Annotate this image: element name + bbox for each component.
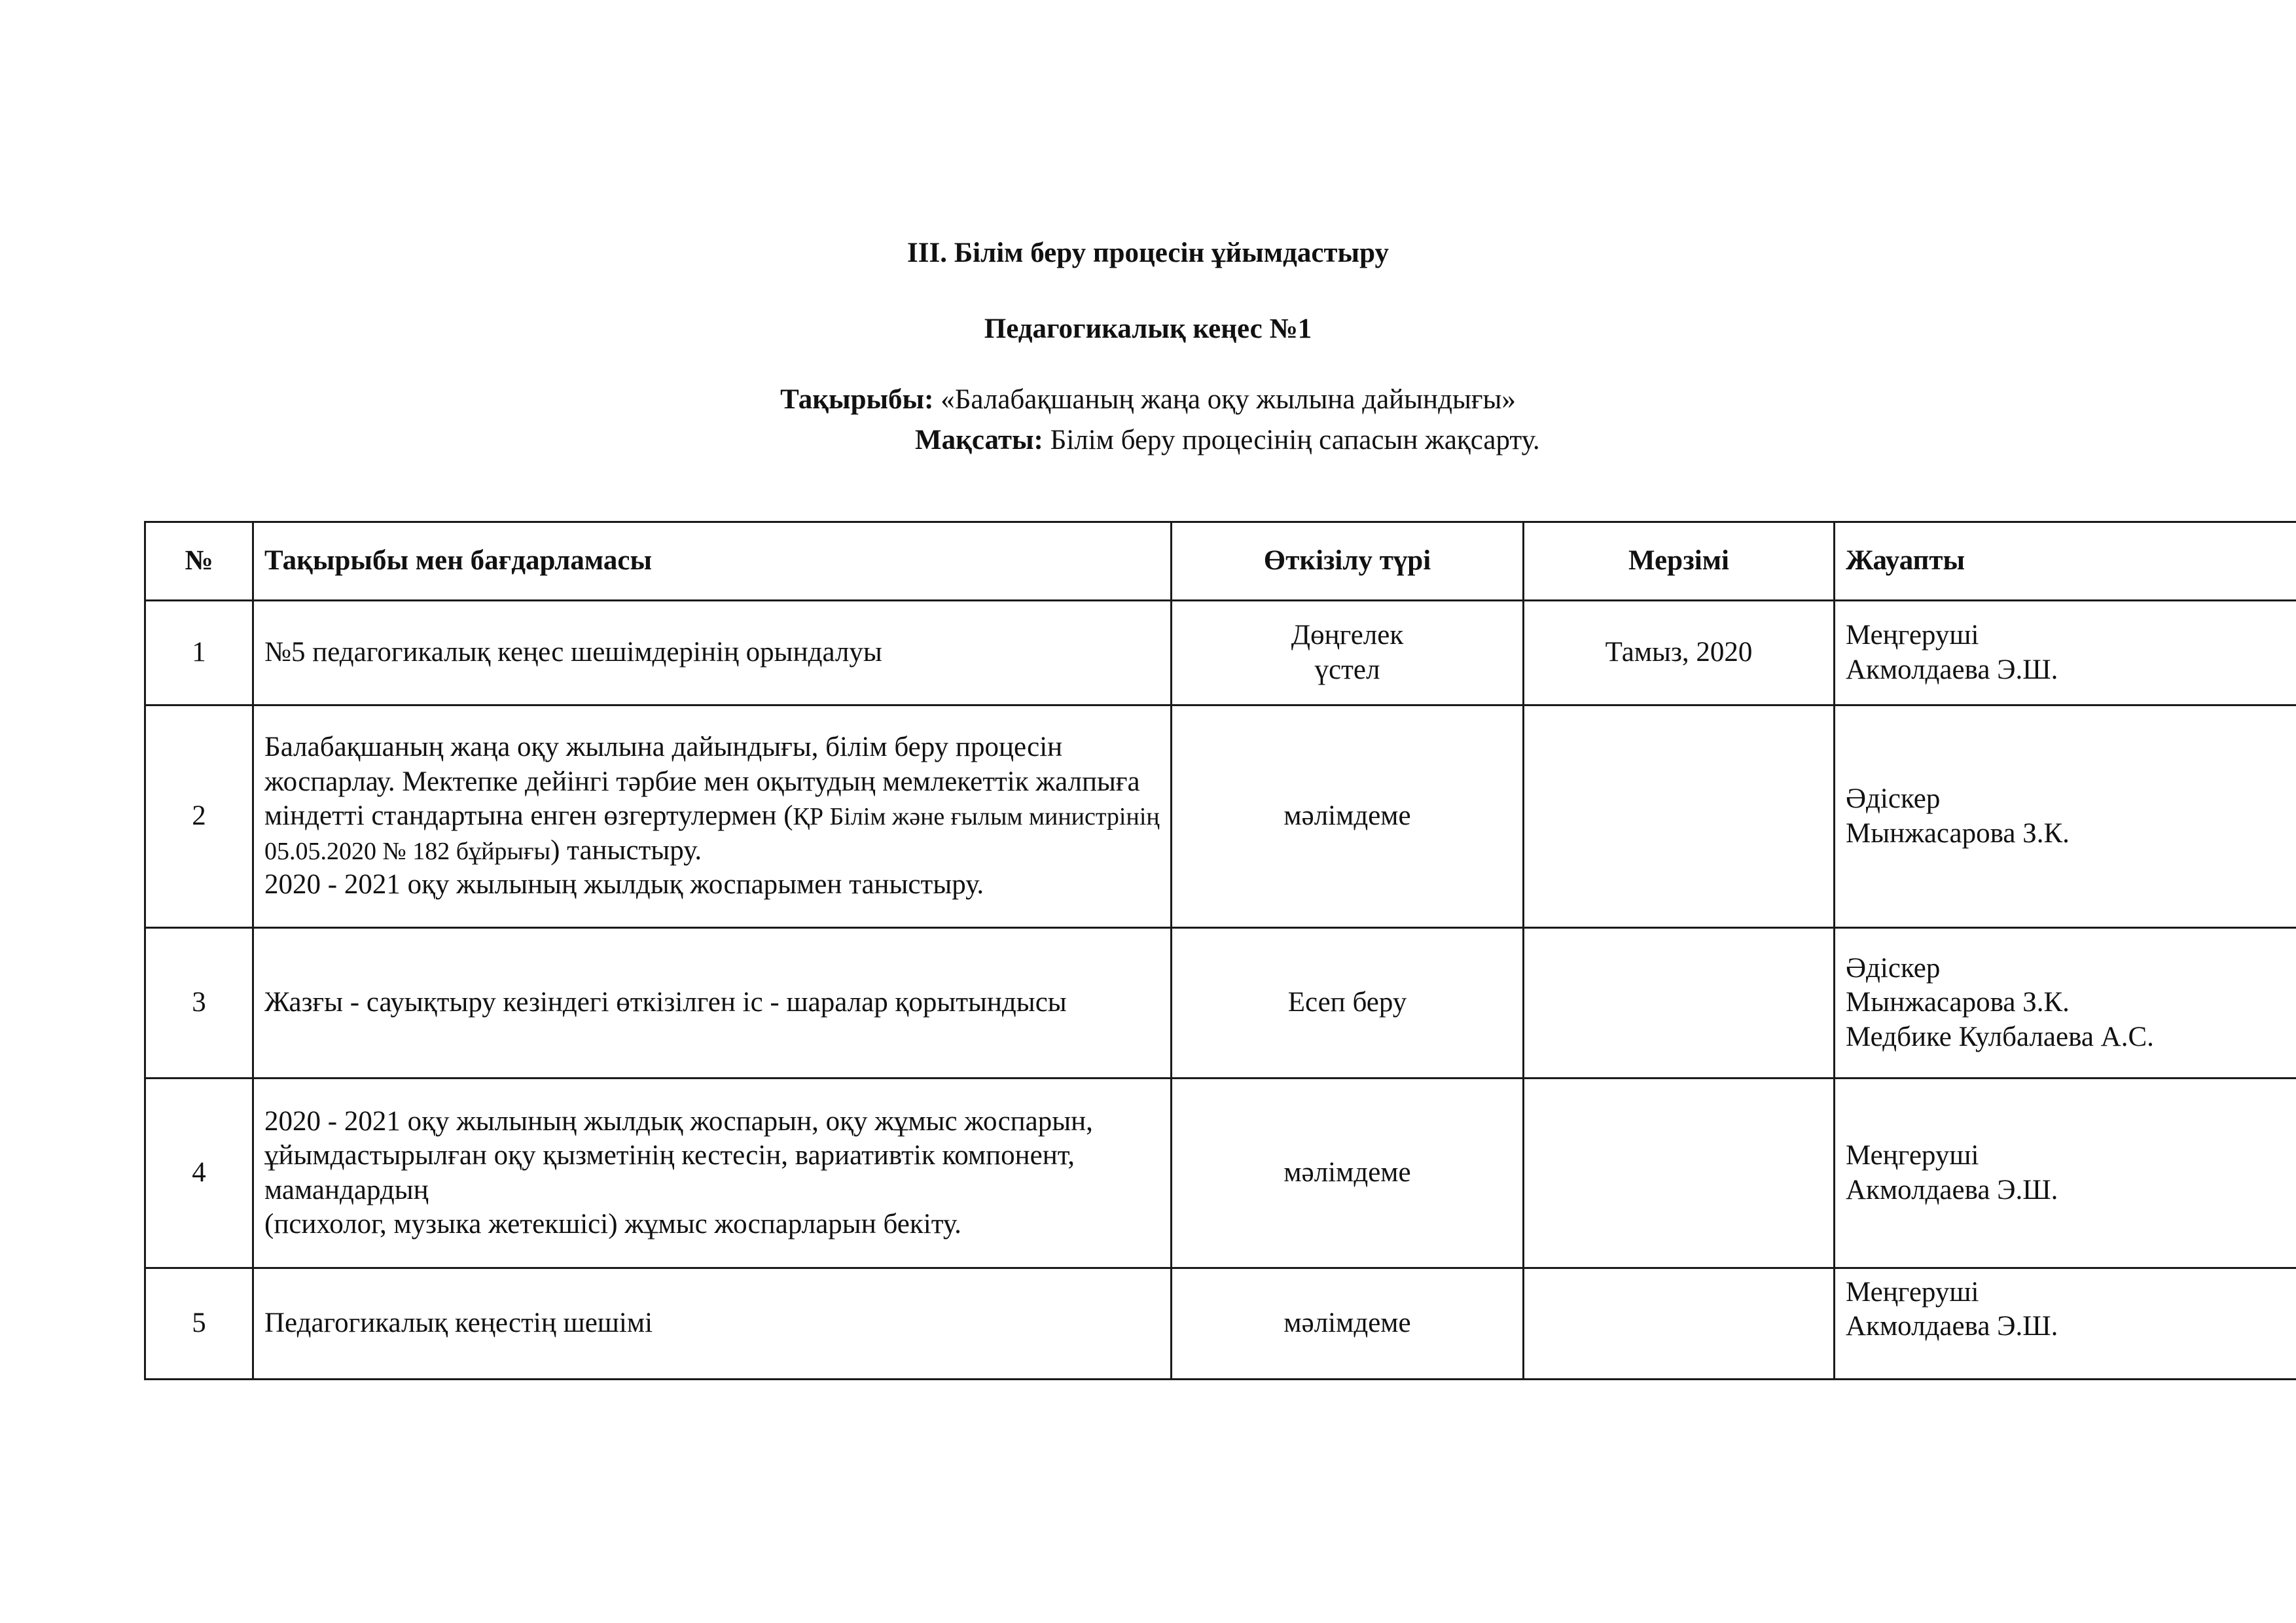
- table-row: [145, 928, 2296, 1079]
- row-term: [1524, 705, 1835, 928]
- row-number: 5: [145, 1268, 253, 1380]
- row-topic: №5 педагогикалық кеңес шешімдерінің орындалуы: [253, 601, 1172, 705]
- row-topic-order-reference: ҚР Білім және ғылым министрінің 05.05.2020 № 182 бұйрығы: [264, 803, 1160, 865]
- column-header-number: №: [145, 522, 253, 601]
- column-header-term: Мерзімі: [1524, 522, 1835, 601]
- row-form: мәлімдеме: [1172, 705, 1524, 928]
- row-topic: 2020 - 2021 оқу жылының жылдық жоспарын, оқу жұмыс жоспарын, ұйымдастырылған оқу қызметінің кестесін, вариативтік компонент, мамандардың (психолог, музыка жетекшісі) жұмыс жоспарларын бекіту.: [253, 1079, 1172, 1268]
- topic-value: «Балабақшаның жаңа оқу жылына дайындығы»: [941, 384, 1516, 415]
- row-term: [1524, 1079, 1835, 1268]
- column-header-topic: Тақырыбы мен бағдарламасы: [253, 522, 1172, 601]
- row-term: [1524, 928, 1835, 1079]
- row-responsible: Әдіскер Мынжасарова З.К. Медбике Кулбалаева А.С.: [1835, 928, 2296, 1079]
- row-number: 2: [145, 705, 253, 928]
- row-form: Есеп беру: [1172, 928, 1524, 1079]
- row-form: Дөңгелек үстел: [1172, 601, 1524, 705]
- row-responsible: Меңгеруші Акмолдаева Э.Ш.: [1835, 1079, 2296, 1268]
- column-header-form: Өткізілу түрі: [1172, 522, 1524, 601]
- row-number: 4: [145, 1079, 253, 1268]
- section-title: III. Білім беру процесін ұйымдастыру: [907, 238, 1389, 268]
- table-row: [145, 1079, 2296, 1268]
- goal-label: Мақсаты:: [915, 425, 1043, 455]
- row-topic: [253, 705, 1172, 928]
- row-responsible: Меңгеруші Акмолдаева Э.Ш.: [1835, 1268, 2296, 1380]
- row-responsible: Әдіскер Мынжасарова З.К.: [1835, 705, 2296, 928]
- row-topic-main: Балабақшаның жаңа оқу жылына дайындығы, білім беру процесін жоспарлау. Мектепке дейінгі тәрбие мен оқытудың мемлекеттік жалпыға міндетті стандартына енген өзгертулермен (: [264, 732, 1140, 832]
- table-header-row: [145, 522, 2296, 601]
- table-row: [145, 1268, 2296, 1380]
- table-row: [145, 601, 2296, 705]
- table-row: [145, 705, 2296, 928]
- row-topic-after: ) таныстыру.: [550, 834, 702, 866]
- row-topic: Жазғы - сауықтыру кезіндегі өткізілген іс - шаралар қорытындысы: [253, 928, 1172, 1079]
- plan-table: [144, 521, 2296, 1380]
- row-number: 1: [145, 601, 253, 705]
- row-responsible: Меңгеруші Акмолдаева Э.Ш.: [1835, 601, 2296, 705]
- column-header-responsible: Жауапты: [1835, 522, 2296, 601]
- row-term: Тамыз, 2020: [1524, 601, 1835, 705]
- council-title: Педагогикалық кеңес №1: [984, 313, 1312, 344]
- topic-label: Тақырыбы:: [780, 384, 934, 415]
- row-number: 3: [145, 928, 253, 1079]
- row-form: мәлімдеме: [1172, 1268, 1524, 1380]
- row-term: [1524, 1268, 1835, 1380]
- row-topic-extra: 2020 - 2021 оқу жылының жылдық жоспарымен таныстыру.: [264, 869, 984, 901]
- goal-line: [915, 424, 1540, 456]
- topic-line: [0, 383, 2296, 416]
- row-topic: Педагогикалық кеңестің шешімі: [253, 1268, 1172, 1380]
- goal-value: Білім беру процесінің сапасын жақсарту.: [1050, 425, 1540, 455]
- row-form: мәлімдеме: [1172, 1079, 1524, 1268]
